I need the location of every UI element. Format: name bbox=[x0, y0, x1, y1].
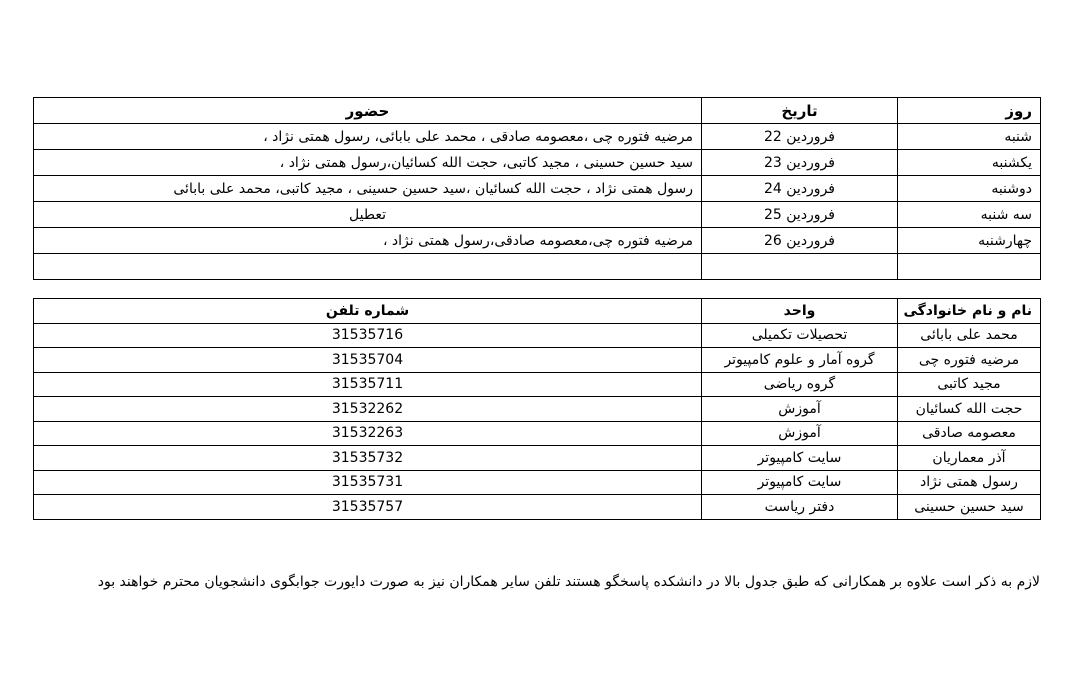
attendance-cell: مرضیه فتوره چی ،معصومه صادقی ، محمد علی بابائی، رسول همتی نژاد ، bbox=[34, 124, 702, 150]
date-cell: فروردین 24 bbox=[702, 176, 898, 202]
table-row bbox=[34, 372, 1041, 397]
table-row bbox=[34, 202, 1041, 228]
phone-cell: 31532262 bbox=[34, 397, 702, 422]
table-row bbox=[34, 124, 1041, 150]
unit-cell: سایت کامپیوتر bbox=[702, 470, 898, 495]
staff-phone-table bbox=[33, 298, 1041, 520]
unit-cell: سایت کامپیوتر bbox=[702, 446, 898, 471]
date-cell bbox=[702, 254, 898, 280]
attendance-cell: مرضیه فتوره چی،معصومه صادقی،رسول همتی نژاد ، bbox=[34, 228, 702, 254]
name-cell: معصومه صادقی bbox=[898, 421, 1041, 446]
footer-note: لازم به ذکر است علاوه بر همکارانی که طبق جدول بالا در دانشکده پاسخگو هستند تلفن سایر همکاران نیز به صورت دایورت جوابگوی دانشجویان محترم خواهند بود bbox=[97, 574, 1040, 590]
attendance-schedule-table bbox=[33, 97, 1041, 280]
day-cell: دوشنبه bbox=[898, 176, 1041, 202]
phone-cell: 31532263 bbox=[34, 421, 702, 446]
name-cell: مرضیه فتوره چی bbox=[898, 348, 1041, 373]
date-cell: فروردین 23 bbox=[702, 150, 898, 176]
header-unit: واحد bbox=[702, 299, 898, 324]
header-name: نام و نام خانوادگی bbox=[898, 299, 1041, 324]
day-cell: چهارشنبه bbox=[898, 228, 1041, 254]
table-row bbox=[34, 446, 1041, 471]
table-row bbox=[34, 150, 1041, 176]
header-phone: شماره تلفن bbox=[34, 299, 702, 324]
unit-cell: گروه آمار و علوم کامپیوتر bbox=[702, 348, 898, 373]
date-cell: فروردین 25 bbox=[702, 202, 898, 228]
table-row bbox=[34, 348, 1041, 373]
unit-cell: آموزش bbox=[702, 421, 898, 446]
attendance-cell: سید حسین حسینی ، مجید کاتبی، حجت الله کسائیان،رسول همتی نژاد ، bbox=[34, 150, 702, 176]
unit-cell: تحصیلات تکمیلی bbox=[702, 323, 898, 348]
attendance-cell bbox=[34, 254, 702, 280]
schedule-header-row bbox=[34, 98, 1041, 124]
phone-cell: 31535731 bbox=[34, 470, 702, 495]
phone-cell: 31535711 bbox=[34, 372, 702, 397]
day-cell: سه شنبه bbox=[898, 202, 1041, 228]
date-cell: فروردین 26 bbox=[702, 228, 898, 254]
phone-cell: 31535704 bbox=[34, 348, 702, 373]
unit-cell: گروه ریاضی bbox=[702, 372, 898, 397]
unit-cell: دفتر ریاست bbox=[702, 495, 898, 520]
header-day: روز bbox=[898, 98, 1041, 124]
table-row bbox=[34, 397, 1041, 422]
day-cell bbox=[898, 254, 1041, 280]
table-row bbox=[34, 228, 1041, 254]
name-cell: مجید کاتبی bbox=[898, 372, 1041, 397]
unit-cell: آموزش bbox=[702, 397, 898, 422]
table-row bbox=[34, 176, 1041, 202]
phone-cell: 31535757 bbox=[34, 495, 702, 520]
table-row-empty bbox=[34, 254, 1041, 280]
name-cell: محمد علی بابائی bbox=[898, 323, 1041, 348]
day-cell: یکشنبه bbox=[898, 150, 1041, 176]
name-cell: حجت الله کسائیان bbox=[898, 397, 1041, 422]
phone-cell: 31535716 bbox=[34, 323, 702, 348]
table-row bbox=[34, 470, 1041, 495]
name-cell: آذر معماریان bbox=[898, 446, 1041, 471]
table-row bbox=[34, 323, 1041, 348]
phone-cell: 31535732 bbox=[34, 446, 702, 471]
day-cell: شنبه bbox=[898, 124, 1041, 150]
date-cell: فروردین 22 bbox=[702, 124, 898, 150]
attendance-cell: رسول همتی نژاد ، حجت الله کسائیان ،سید حسین حسینی ، مجید کاتبی، محمد علی بابائی bbox=[34, 176, 702, 202]
header-date: تاریخ bbox=[702, 98, 898, 124]
table-row bbox=[34, 495, 1041, 520]
header-attendance: حضور bbox=[34, 98, 702, 124]
table-row bbox=[34, 421, 1041, 446]
name-cell: رسول همتی نژاد bbox=[898, 470, 1041, 495]
phone-header-row bbox=[34, 299, 1041, 324]
attendance-cell: تعطیل bbox=[34, 202, 702, 228]
name-cell: سید حسین حسینی bbox=[898, 495, 1041, 520]
